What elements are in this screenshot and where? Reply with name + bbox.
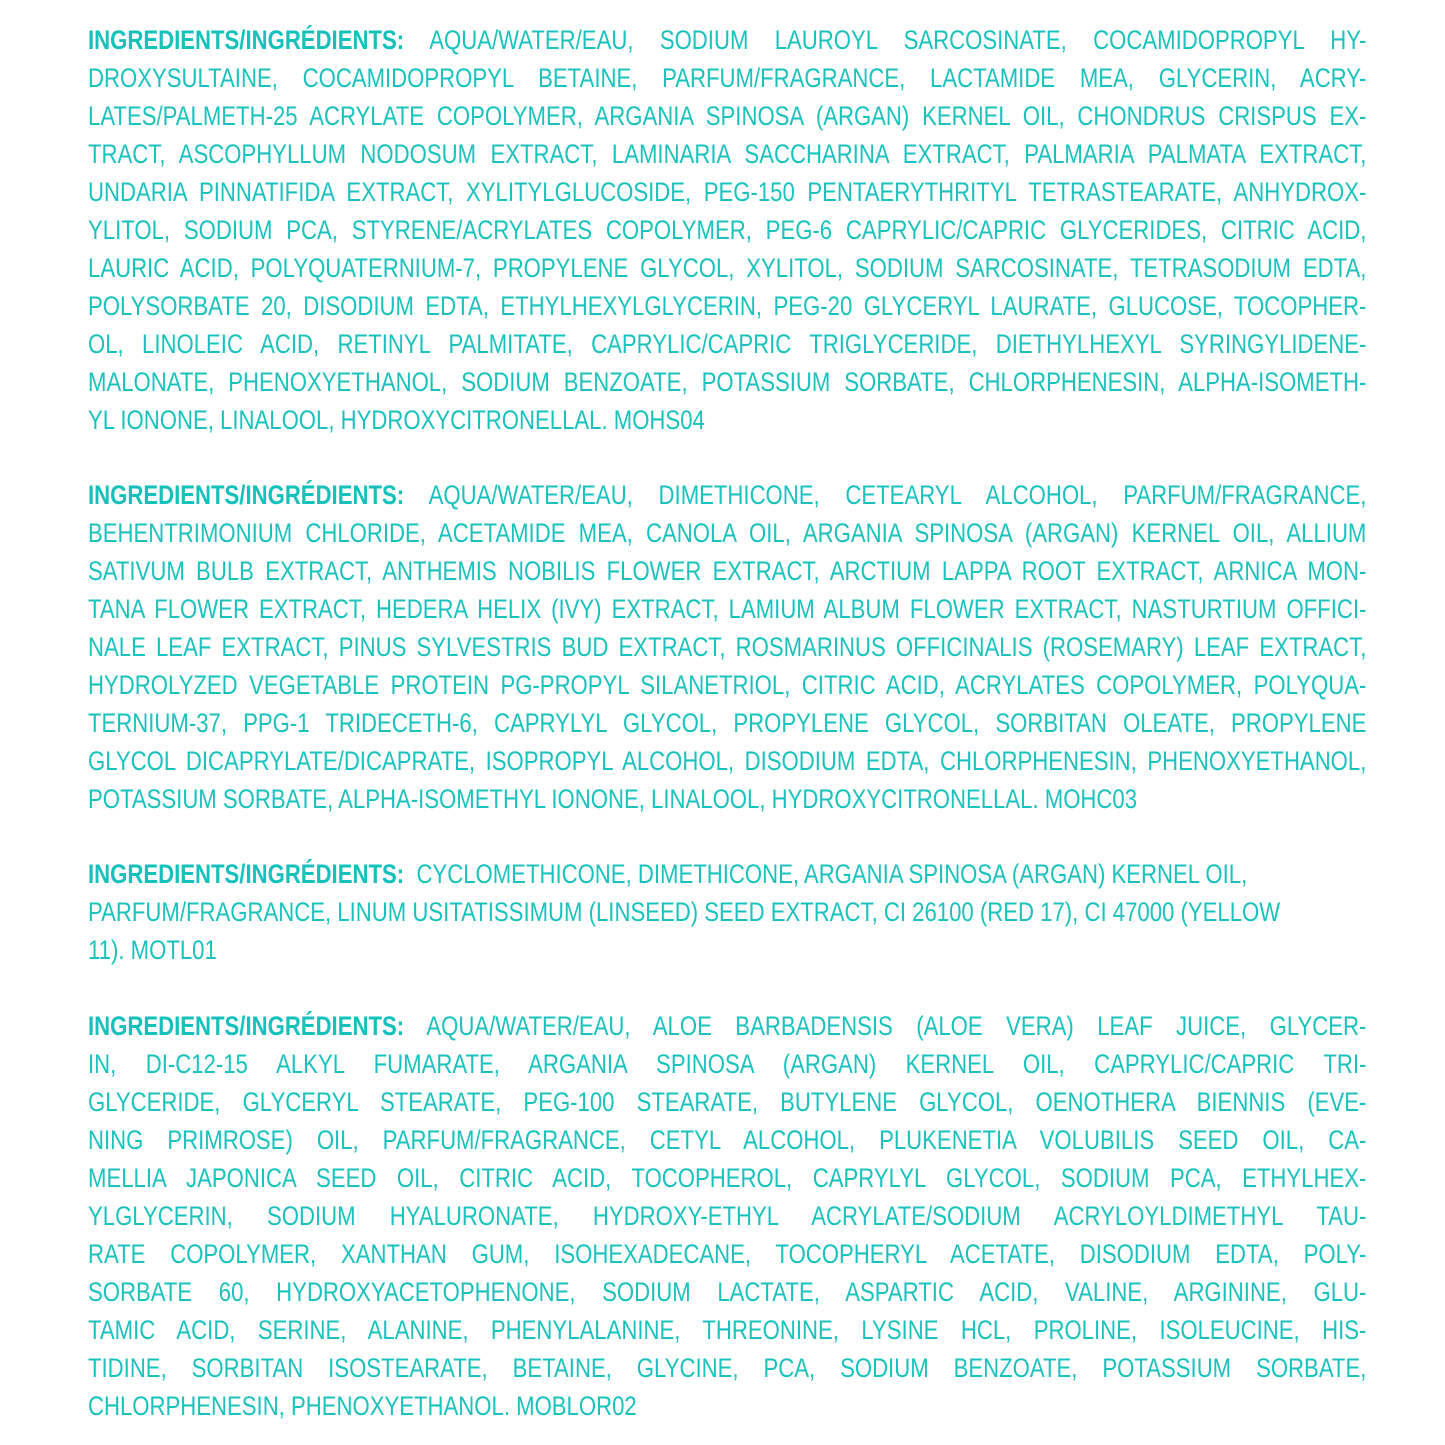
ingredients-block-1 bbox=[88, 21, 1366, 439]
ingredients-line: MALONATE, PHENOXYETHANOL, SODIUM BENZOATE, POTASSIUM SORBATE, CHLORPHENESIN, ALPHA-ISOMETH- bbox=[88, 367, 1367, 397]
ingredients-block-2 bbox=[88, 476, 1366, 818]
ingredients-line: 11). MOTL01 bbox=[88, 935, 217, 965]
ingredients-text: AQUA/WATER/EAU, ALOE BARBADENSIS (ALOE VERA) LEAF JUICE, GLYCER- bbox=[426, 1011, 1367, 1041]
ingredients-line: YLITOL, SODIUM PCA, STYRENE/ACRYLATES COPOLYMER, PEG-6 CAPRYLIC/CAPRIC GLYCERIDES, CITRIC ACID, bbox=[88, 215, 1367, 245]
ingredients-line: NALE LEAF EXTRACT, PINUS SYLVESTRIS BUD EXTRACT, ROSMARINUS OFFICINALIS (ROSEMARY) LEAF EXTRACT, bbox=[88, 632, 1367, 662]
ingredients-block-3 bbox=[88, 855, 1366, 969]
ingredients-line: LATES/PALMETH-25 ACRYLATE COPOLYMER, ARGANIA SPINOSA (ARGAN) KERNEL OIL, CHONDRUS CRISPUS EX- bbox=[88, 101, 1367, 131]
ingredients-line bbox=[88, 21, 1366, 59]
ingredients-heading: INGREDIENTS/INGRÉDIENTS: bbox=[88, 480, 405, 510]
ingredients-line bbox=[88, 476, 1366, 514]
ingredients-line: GLYCOL DICAPRYLATE/DICAPRATE, ISOPROPYL ALCOHOL, DISODIUM EDTA, CHLORPHENESIN, PHENOXYETHANOL, bbox=[88, 746, 1367, 776]
ingredients-heading: INGREDIENTS/INGRÉDIENTS: bbox=[88, 859, 405, 889]
ingredients-line: TRACT, ASCOPHYLLUM NODOSUM EXTRACT, LAMINARIA SACCHARINA EXTRACT, PALMARIA PALMATA EXTRACT, bbox=[88, 139, 1367, 169]
ingredients-line bbox=[88, 1007, 1366, 1045]
ingredients-line: SATIVUM BULB EXTRACT, ANTHEMIS NOBILIS FLOWER EXTRACT, ARCTIUM LAPPA ROOT EXTRACT, ARNICA MON- bbox=[88, 556, 1367, 586]
ingredients-line: HYDROLYZED VEGETABLE PROTEIN PG-PROPYL SILANETRIOL, CITRIC ACID, ACRYLATES COPOLYMER, POLYQUA- bbox=[88, 670, 1367, 700]
ingredients-line: MELLIA JAPONICA SEED OIL, CITRIC ACID, TOCOPHEROL, CAPRYLYL GLYCOL, SODIUM PCA, ETHYLHEX- bbox=[88, 1163, 1367, 1193]
ingredients-line: TAMIC ACID, SERINE, ALANINE, PHENYLALANINE, THREONINE, LYSINE HCL, PROLINE, ISOLEUCINE, HIS- bbox=[88, 1315, 1367, 1345]
ingredients-line: NING PRIMROSE) OIL, PARFUM/FRAGRANCE, CETYL ALCOHOL, PLUKENETIA VOLUBILIS SEED OIL, CA- bbox=[88, 1125, 1367, 1155]
ingredients-line bbox=[88, 855, 1366, 893]
ingredients-line: LAURIC ACID, POLYQUATERNIUM-7, PROPYLENE GLYCOL, XYLITOL, SODIUM SARCOSINATE, TETRASODIUM EDTA, bbox=[88, 253, 1367, 283]
ingredients-line: SORBATE 60, HYDROXYACETOPHENONE, SODIUM LACTATE, ASPARTIC ACID, VALINE, ARGININE, GLU- bbox=[88, 1277, 1367, 1307]
ingredients-text: CYCLOMETHICONE, DIMETHICONE, ARGANIA SPINOSA (ARGAN) KERNEL OIL, bbox=[416, 859, 1248, 889]
ingredients-line: YL IONONE, LINALOOL, HYDROXYCITRONELLAL. MOHS04 bbox=[88, 405, 705, 435]
ingredients-heading: INGREDIENTS/INGRÉDIENTS: bbox=[88, 1011, 405, 1041]
ingredients-line: CHLORPHENESIN, PHENOXYETHANOL. MOBLOR02 bbox=[88, 1391, 637, 1421]
ingredients-text: AQUA/WATER/EAU, SODIUM LAUROYL SARCOSINATE, COCAMIDOPROPYL HY- bbox=[429, 25, 1367, 55]
ingredients-block-4 bbox=[88, 1007, 1366, 1425]
ingredients-line: GLYCERIDE, GLYCERYL STEARATE, PEG-100 STEARATE, BUTYLENE GLYCOL, OENOTHERA BIENNIS (EVE- bbox=[88, 1087, 1367, 1117]
ingredients-line: TANA FLOWER EXTRACT, HEDERA HELIX (IVY) EXTRACT, LAMIUM ALBUM FLOWER EXTRACT, NASTURTIUM OFFICI- bbox=[88, 594, 1367, 624]
ingredients-line: IN, DI-C12-15 ALKYL FUMARATE, ARGANIA SPINOSA (ARGAN) KERNEL OIL, CAPRYLIC/CAPRIC TRI- bbox=[88, 1049, 1367, 1079]
ingredients-line: RATE COPOLYMER, XANTHAN GUM, ISOHEXADECANE, TOCOPHERYL ACETATE, DISODIUM EDTA, POLY- bbox=[88, 1239, 1367, 1269]
ingredients-line: YLGLYCERIN, SODIUM HYALURONATE, HYDROXY-ETHYL ACRYLATE/SODIUM ACRYLOYLDIMETHYL TAU- bbox=[88, 1201, 1367, 1231]
ingredients-line: POTASSIUM SORBATE, ALPHA-ISOMETHYL IONONE, LINALOOL, HYDROXYCITRONELLAL. MOHC03 bbox=[88, 784, 1138, 814]
ingredients-line: DROXYSULTAINE, COCAMIDOPROPYL BETAINE, PARFUM/FRAGRANCE, LACTAMIDE MEA, GLYCERIN, ACRY- bbox=[88, 63, 1367, 93]
ingredients-text: AQUA/WATER/EAU, DIMETHICONE, CETEARYL ALCOHOL, PARFUM/FRAGRANCE, bbox=[428, 480, 1367, 510]
ingredients-line: UNDARIA PINNATIFIDA EXTRACT, XYLITYLGLUCOSIDE, PEG-150 PENTAERYTHRITYL TETRASTEARATE, ANHYDROX- bbox=[88, 177, 1367, 207]
ingredients-line: TERNIUM-37, PPG-1 TRIDECETH-6, CAPRYLYL GLYCOL, PROPYLENE GLYCOL, SORBITAN OLEATE, PROPYLENE bbox=[88, 708, 1367, 738]
ingredients-line: OL, LINOLEIC ACID, RETINYL PALMITATE, CAPRYLIC/CAPRIC TRIGLYCERIDE, DIETHYLHEXYL SYRINGYLIDENE- bbox=[88, 329, 1367, 359]
ingredients-line: TIDINE, SORBITAN ISOSTEARATE, BETAINE, GLYCINE, PCA, SODIUM BENZOATE, POTASSIUM SORBATE, bbox=[88, 1353, 1367, 1383]
ingredients-heading: INGREDIENTS/INGRÉDIENTS: bbox=[88, 25, 405, 55]
ingredients-line: POLYSORBATE 20, DISODIUM EDTA, ETHYLHEXYLGLYCERIN, PEG-20 GLYCERYL LAURATE, GLUCOSE, TOCOPHER- bbox=[88, 291, 1367, 321]
ingredients-line: BEHENTRIMONIUM CHLORIDE, ACETAMIDE MEA, CANOLA OIL, ARGANIA SPINOSA (ARGAN) KERNEL OIL, ALLIUM bbox=[88, 518, 1367, 548]
ingredients-line: PARFUM/FRAGRANCE, LINUM USITATISSIMUM (LINSEED) SEED EXTRACT, CI 26100 (RED 17), CI 47000 (YELLOW bbox=[88, 897, 1281, 927]
